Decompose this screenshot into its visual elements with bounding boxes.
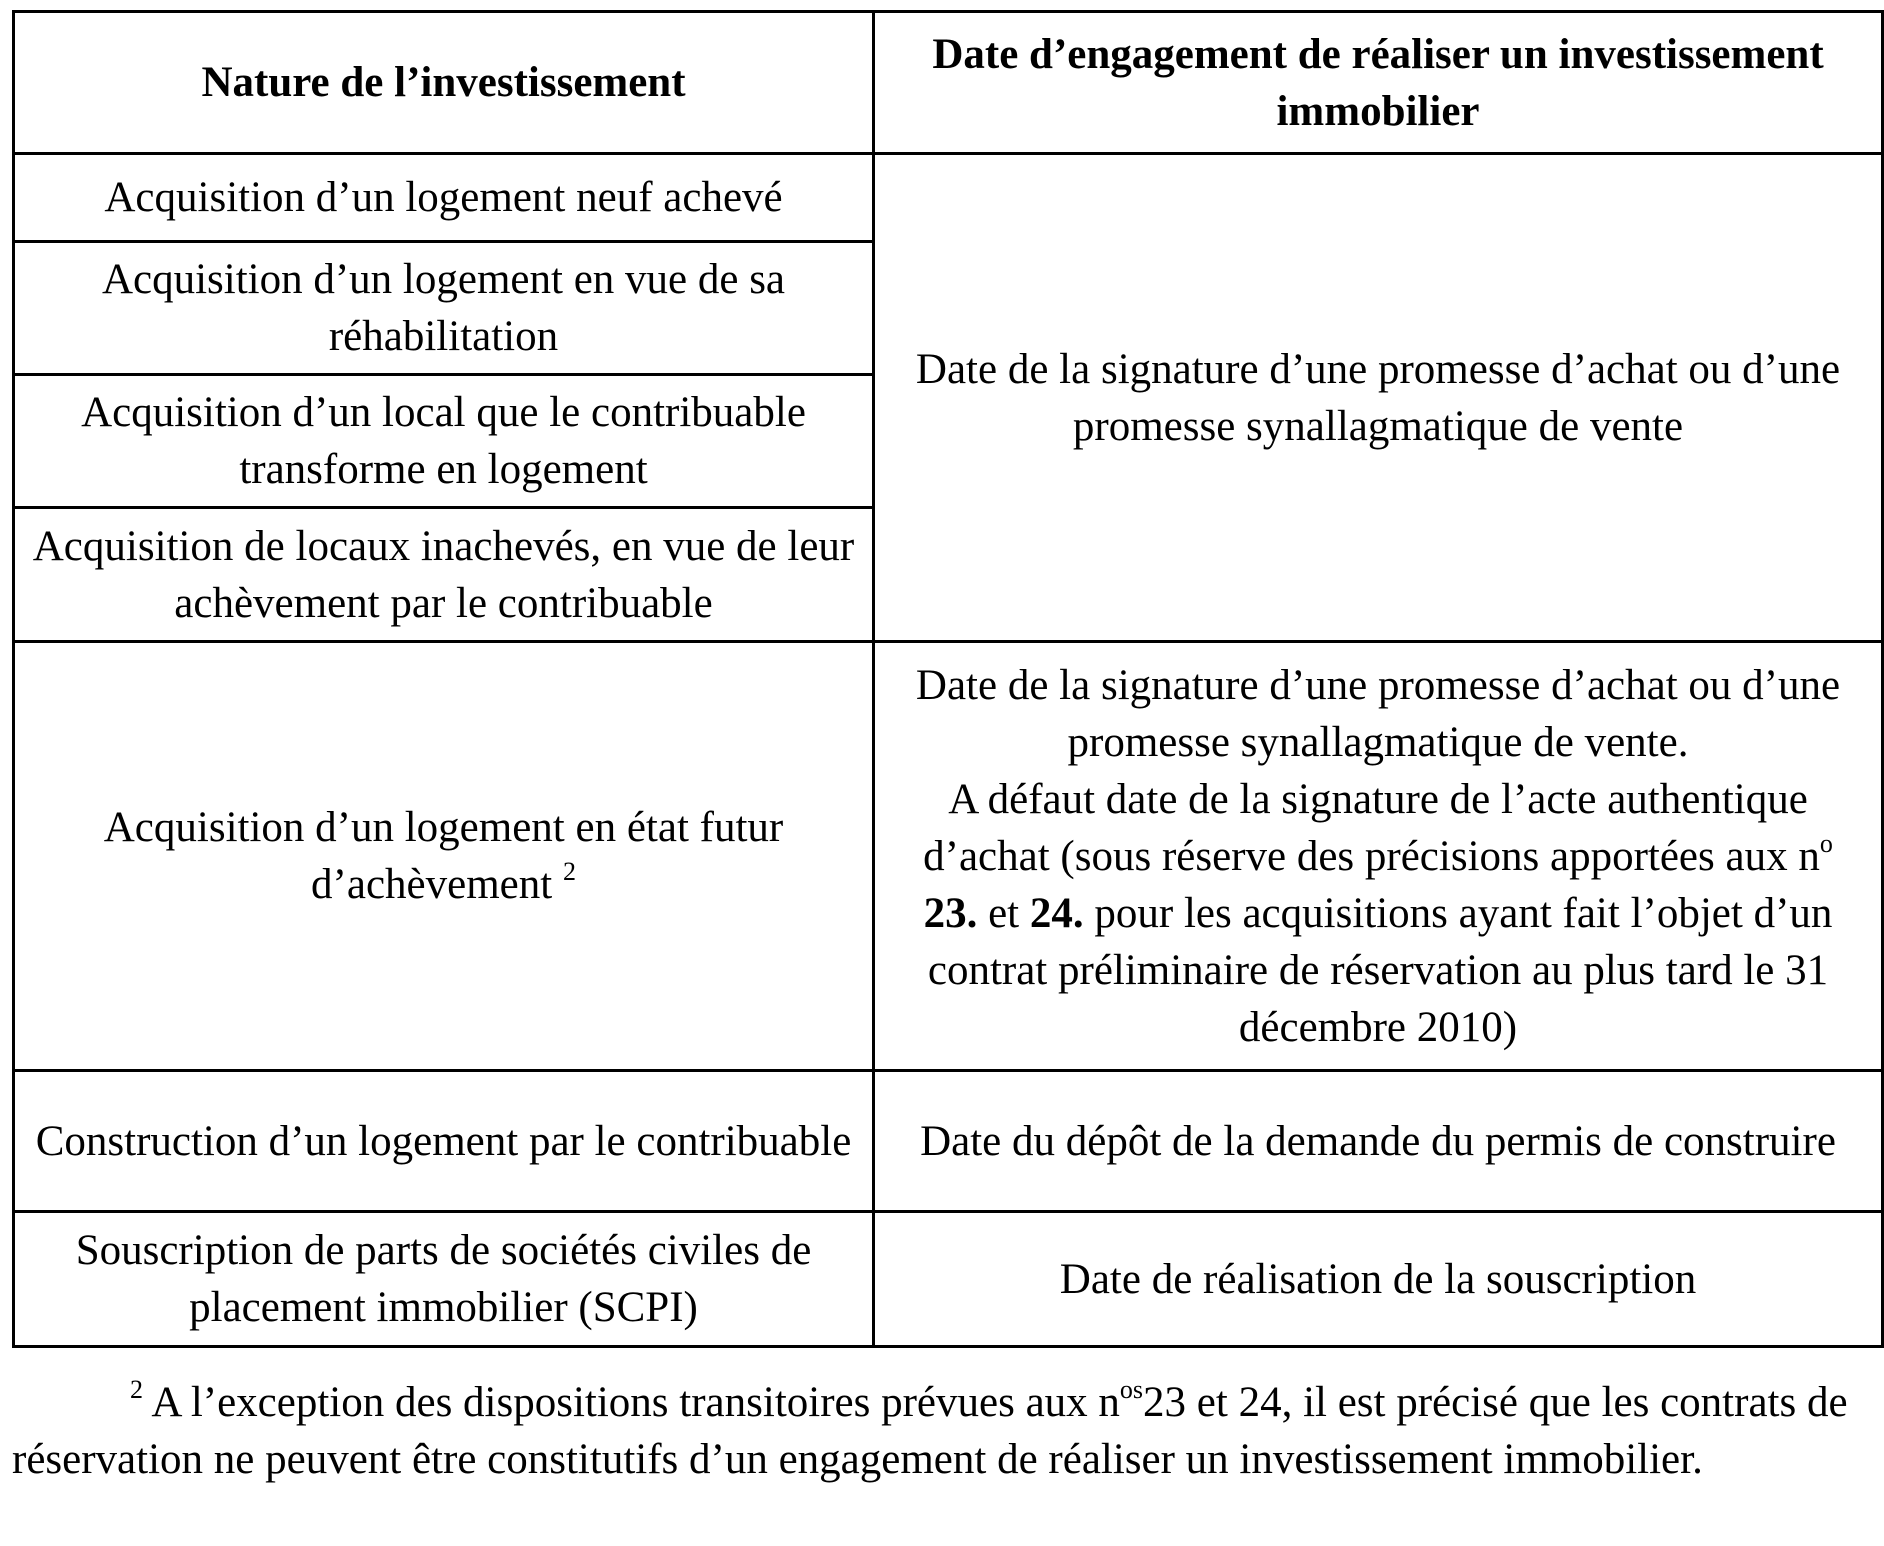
nature-text: Acquisition d’un logement en état futur d’achèvement — [103, 804, 784, 908]
ref-and: et — [988, 889, 1020, 937]
table-row — [14, 1212, 1883, 1347]
footnote — [12, 1374, 1867, 1488]
table-row — [14, 642, 1883, 1071]
nature-cell: Acquisition de locaux inachevés, en vue de leur achèvement par le contribuable — [14, 508, 874, 642]
table-header-row — [14, 12, 1883, 154]
date-cell-permis: Date du dépôt de la demande du permis de construire — [874, 1071, 1883, 1212]
date-line-rest: pour les acquisitions ayant fait l’objet d’un contrat préliminaire de réservation au plus tard le 31 décembre 2010) — [927, 889, 1833, 1051]
date-cell-souscription: Date de réalisation de la souscription — [874, 1212, 1883, 1347]
numero-sup: o — [1819, 828, 1833, 858]
date-cell-promesse: Date de la signature d’une promesse d’achat ou d’une promesse synallagmatique de vente — [874, 154, 1883, 642]
footnote-sup: os — [1119, 1375, 1144, 1404]
header-date-engagement: Date d’engagement de réaliser un investissement immobilier — [874, 12, 1883, 154]
footnote-ref: 2 — [562, 857, 576, 886]
date-cell-vefa — [874, 642, 1883, 1071]
ref-23: 23. — [923, 889, 978, 937]
nature-cell — [14, 642, 874, 1071]
table-row — [14, 1071, 1883, 1212]
date-line-2: A défaut date de la signature de l’acte authentique d’achat (sous réserve des précisions apportées aux n — [923, 775, 1820, 880]
footnote-marker: 2 — [130, 1375, 143, 1404]
ref-24: 24. — [1029, 889, 1084, 937]
date-line-1: Date de la signature d’une promesse d’achat ou d’une promesse synallagmatique de vente. — [915, 661, 1841, 766]
nature-cell: Acquisition d’un logement en vue de sa réhabilitation — [14, 242, 874, 375]
nature-cell: Acquisition d’un local que le contribuable transforme en logement — [14, 375, 874, 508]
nature-cell: Construction d’un logement par le contribuable — [14, 1071, 874, 1212]
document — [12, 10, 1881, 1531]
investment-table — [12, 10, 1884, 1348]
footnote-text-before: A l’exception des dispositions transitoires prévues aux n — [151, 1379, 1120, 1426]
footnote-text-after: 23 et 24, il est précisé que les contrats de réservation ne peuvent être constitutifs d’un engagement de réaliser un investissement immobilier. — [12, 1379, 1848, 1483]
nature-cell: Acquisition d’un logement neuf achevé — [14, 154, 874, 242]
nature-cell: Souscription de parts de sociétés civiles de placement immobilier (SCPI) — [14, 1212, 874, 1347]
table-row — [14, 154, 1883, 242]
header-nature: Nature de l’investissement — [14, 12, 874, 154]
